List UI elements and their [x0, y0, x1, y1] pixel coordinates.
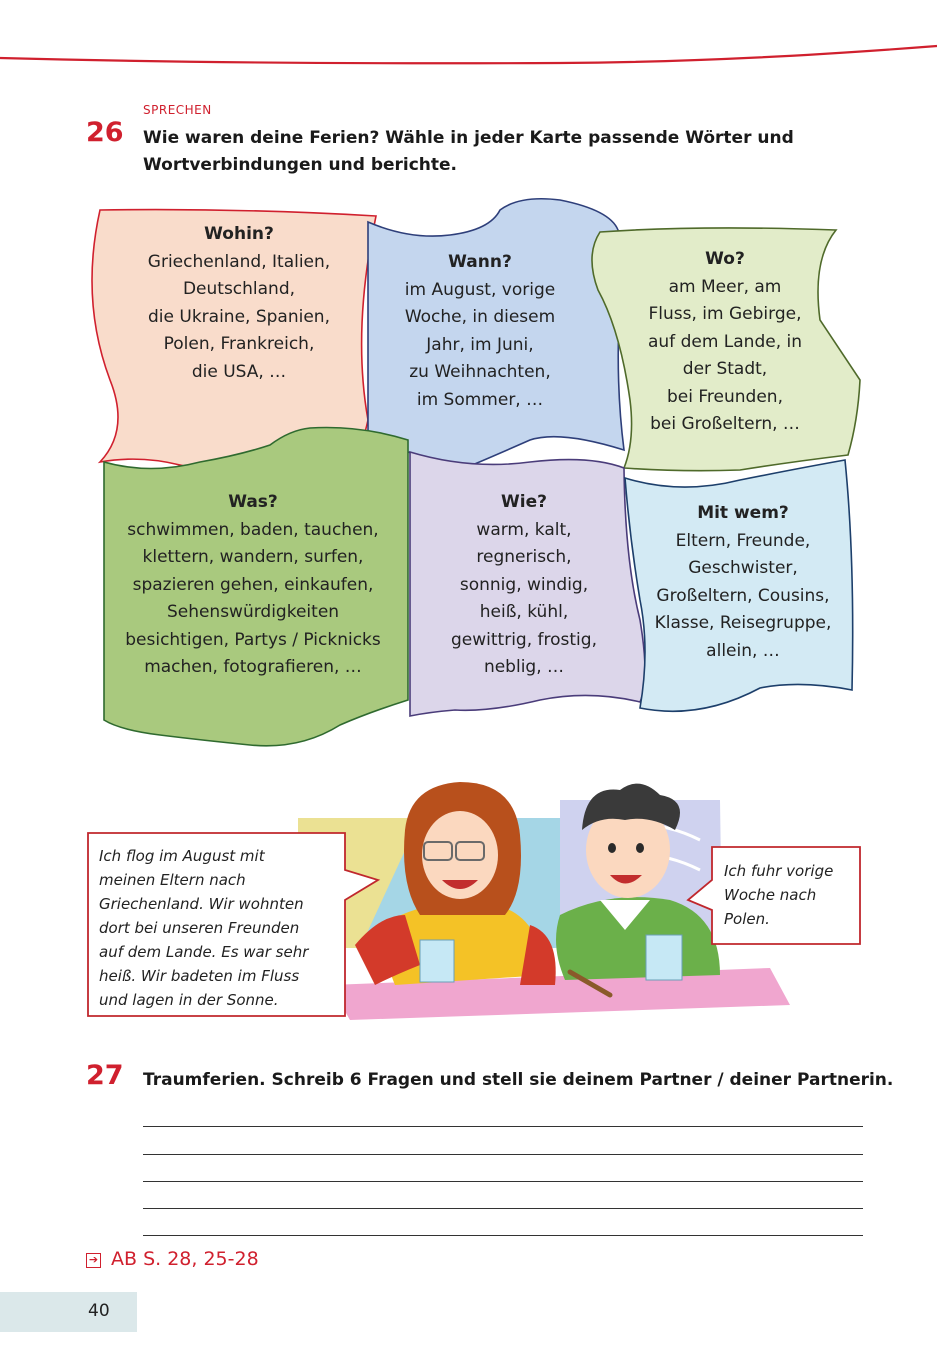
card-wohin-title: Wohin?	[204, 224, 274, 244]
card-wie	[432, 489, 616, 682]
card-wohin	[128, 221, 350, 386]
page-number: 40	[88, 1301, 110, 1321]
exercise-26-number: 26	[86, 117, 124, 148]
writing-line	[143, 1235, 863, 1236]
card-mitwem-title: Mit wem?	[697, 503, 789, 523]
card-wo-body: am Meer, am Fluss, im Gebirge, auf dem Lande, in der Stadt, bei Freunden, bei Großeltern, …	[647, 276, 802, 434]
card-was-title: Was?	[228, 492, 278, 512]
card-was-body: schwimmen, baden, tauchen, klettern, wandern, surfen, spazieren gehen, einkaufen, Sehenswürdigkeiten besichtigen, Partys / Picknicks machen, fotografieren, …	[125, 519, 381, 677]
card-wo	[630, 246, 820, 439]
card-wann	[385, 249, 575, 414]
exercise-26-title-line2: Wortverbindungen und berichte.	[143, 155, 458, 175]
exercise-26-title-line1: Wie waren deine Ferien? Wähle in jeder Karte passende Wörter und	[143, 128, 794, 148]
arrow-box-icon: ➔	[86, 1253, 101, 1268]
writing-line	[143, 1126, 863, 1127]
card-wann-title: Wann?	[448, 252, 512, 272]
workbook-reference	[86, 1248, 259, 1270]
card-was	[112, 489, 394, 682]
card-wo-title: Wo?	[705, 249, 745, 269]
section-label: SPRECHEN	[143, 103, 212, 117]
writing-line	[143, 1154, 863, 1155]
writing-line	[143, 1208, 863, 1209]
card-wie-body: warm, kalt, regnerisch, sonnig, windig, heiß, kühl, gewittrig, frostig, neblig, …	[451, 519, 597, 677]
writing-line	[143, 1181, 863, 1182]
card-wohin-body: Griechenland, Italien, Deutschland, die Ukraine, Spanien, Polen, Frankreich, die USA, …	[147, 251, 331, 382]
speech-bubble-left: Ich flog im August mit meinen Eltern nach Griechenland. Wir wohnten dort bei unseren Freunden auf dem Lande. Es war sehr heiß. Wir badeten im Fluss und lagen in der Sonne.	[99, 847, 309, 1009]
card-wann-body: im August, vorige Woche, in diesem Jahr, im Juni, zu Weihnachten, im Sommer, …	[404, 279, 556, 410]
page-number-tab	[0, 1292, 137, 1332]
card-mitwem	[644, 500, 842, 665]
exercise-27-title: Traumferien. Schreib 6 Fragen und stell sie deinem Partner / deiner Partnerin.	[143, 1070, 894, 1090]
card-wie-title: Wie?	[501, 492, 547, 512]
workbook-reference-text: AB S. 28, 25-28	[111, 1248, 259, 1270]
speech-bubble-right: Ich fuhr vorige Woche nach Polen.	[724, 862, 834, 928]
exercise-27-number: 27	[86, 1060, 124, 1091]
card-mitwem-body: Eltern, Freunde, Geschwister, Großeltern, Cousins, Klasse, Reisegruppe, allein, …	[654, 530, 832, 661]
